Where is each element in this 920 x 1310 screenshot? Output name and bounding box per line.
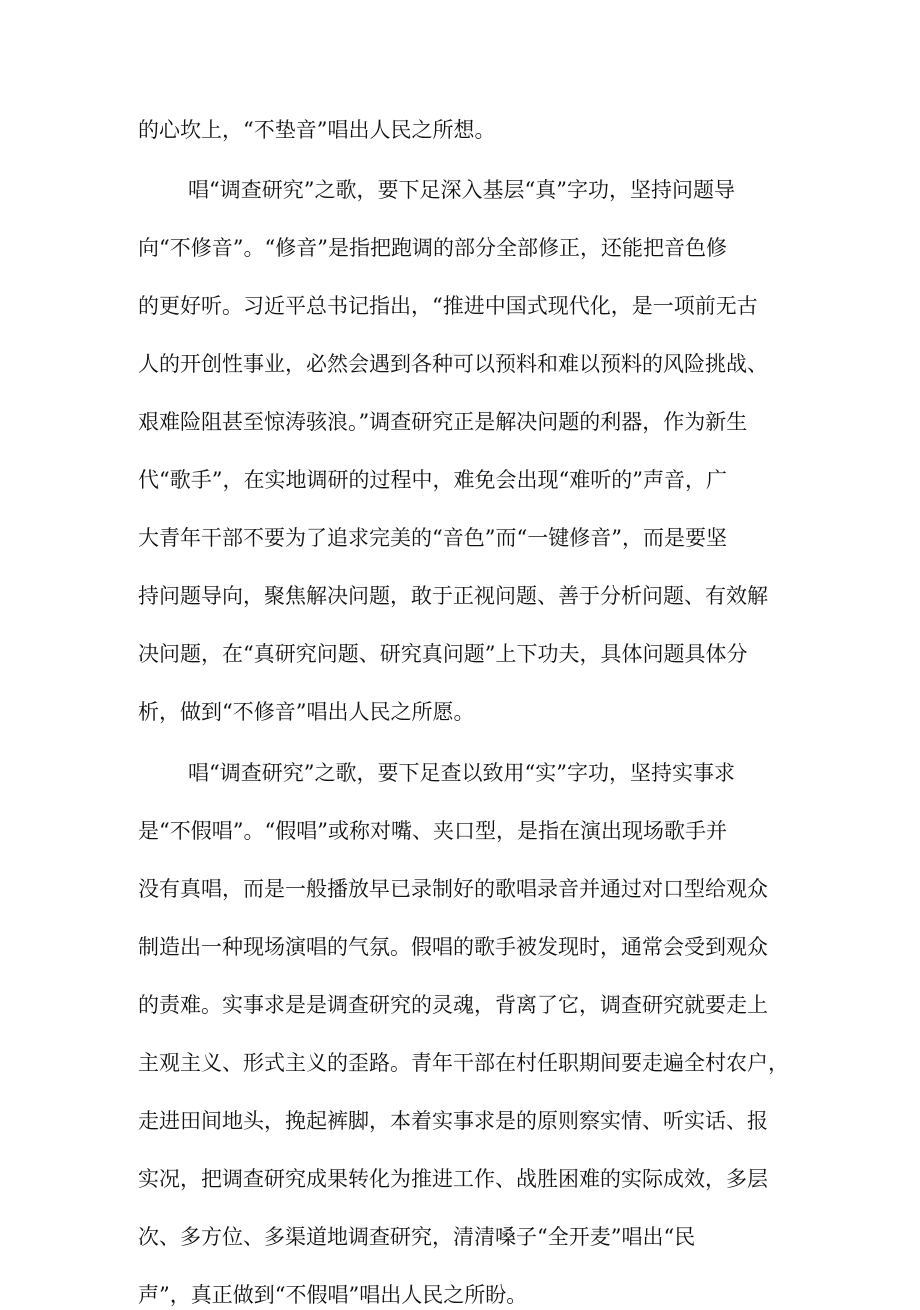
text-line: 走进田间地头，挽起裤脚，本着实事求是的原则察实情、听实话、报 bbox=[138, 1109, 768, 1133]
text-line: 制造出一种现场演唱的气氛。假唱的歌手被发现时，通常会受到观众 bbox=[138, 935, 768, 959]
text-line: 艰难险阻甚至惊涛骇浪。”调查研究正是解决问题的利器，作为新生 bbox=[138, 410, 748, 434]
paragraph-first-line: 唱“调查研究”之歌，要下足深入基层“真”字功，坚持问题导 bbox=[188, 178, 735, 202]
text-line: 次、多方位、多渠道地调查研究，清清嗓子“全开麦”唱出“民 bbox=[138, 1225, 696, 1249]
text-line: 没有真唱，而是一般播放早已录制好的歌唱录音并通过对口型给观众 bbox=[138, 877, 768, 901]
text-line: 实况，把调查研究成果转化为推进工作、战胜困难的实际成效，多层 bbox=[138, 1167, 768, 1191]
text-line: 声”，真正做到“不假唱”唱出人民之所盼。 bbox=[138, 1283, 528, 1307]
text-line: 人的开创性事业，必然会遇到各种可以预料和难以预料的风险挑战、 bbox=[138, 352, 768, 376]
text-line: 的心坎上，“不垫音”唱出人民之所想。 bbox=[138, 118, 496, 142]
text-line: 的更好听。习近平总书记指出，“推进中国式现代化，是一项前无古 bbox=[138, 294, 758, 318]
text-line: 是“不假唱”。“假唱”或称对嘴、夹口型，是指在演出现场歌手并 bbox=[138, 819, 727, 843]
text-line: 决问题，在“真研究问题、研究真问题”上下功夫，具体问题具体分 bbox=[138, 642, 748, 666]
text-line: 析，做到“不修音”唱出人民之所愿。 bbox=[138, 700, 475, 724]
paragraph-first-line: 唱“调查研究”之歌，要下足查以致用“实”字功，坚持实事求 bbox=[188, 761, 735, 785]
text-line: 代“歌手”，在实地调研的过程中，难免会出现“难听的”声音，广 bbox=[138, 468, 727, 492]
text-line: 的责难。实事求是是调查研究的灵魂，背离了它，调查研究就要走上 bbox=[138, 993, 768, 1017]
text-line: 持问题导向，聚焦解决问题，敢于正视问题、善于分析问题、有效解 bbox=[138, 584, 768, 608]
text-line: 向“不修音”。“修音”是指把跑调的部分全部修正，还能把音色修 bbox=[138, 236, 727, 260]
text-line: 主观主义、形式主义的歪路。青年干部在村任职期间要走遍全村农户， bbox=[138, 1051, 789, 1075]
text-line: 大青年干部不要为了追求完美的“音色”而“一键修音”，而是要坚 bbox=[138, 526, 727, 550]
